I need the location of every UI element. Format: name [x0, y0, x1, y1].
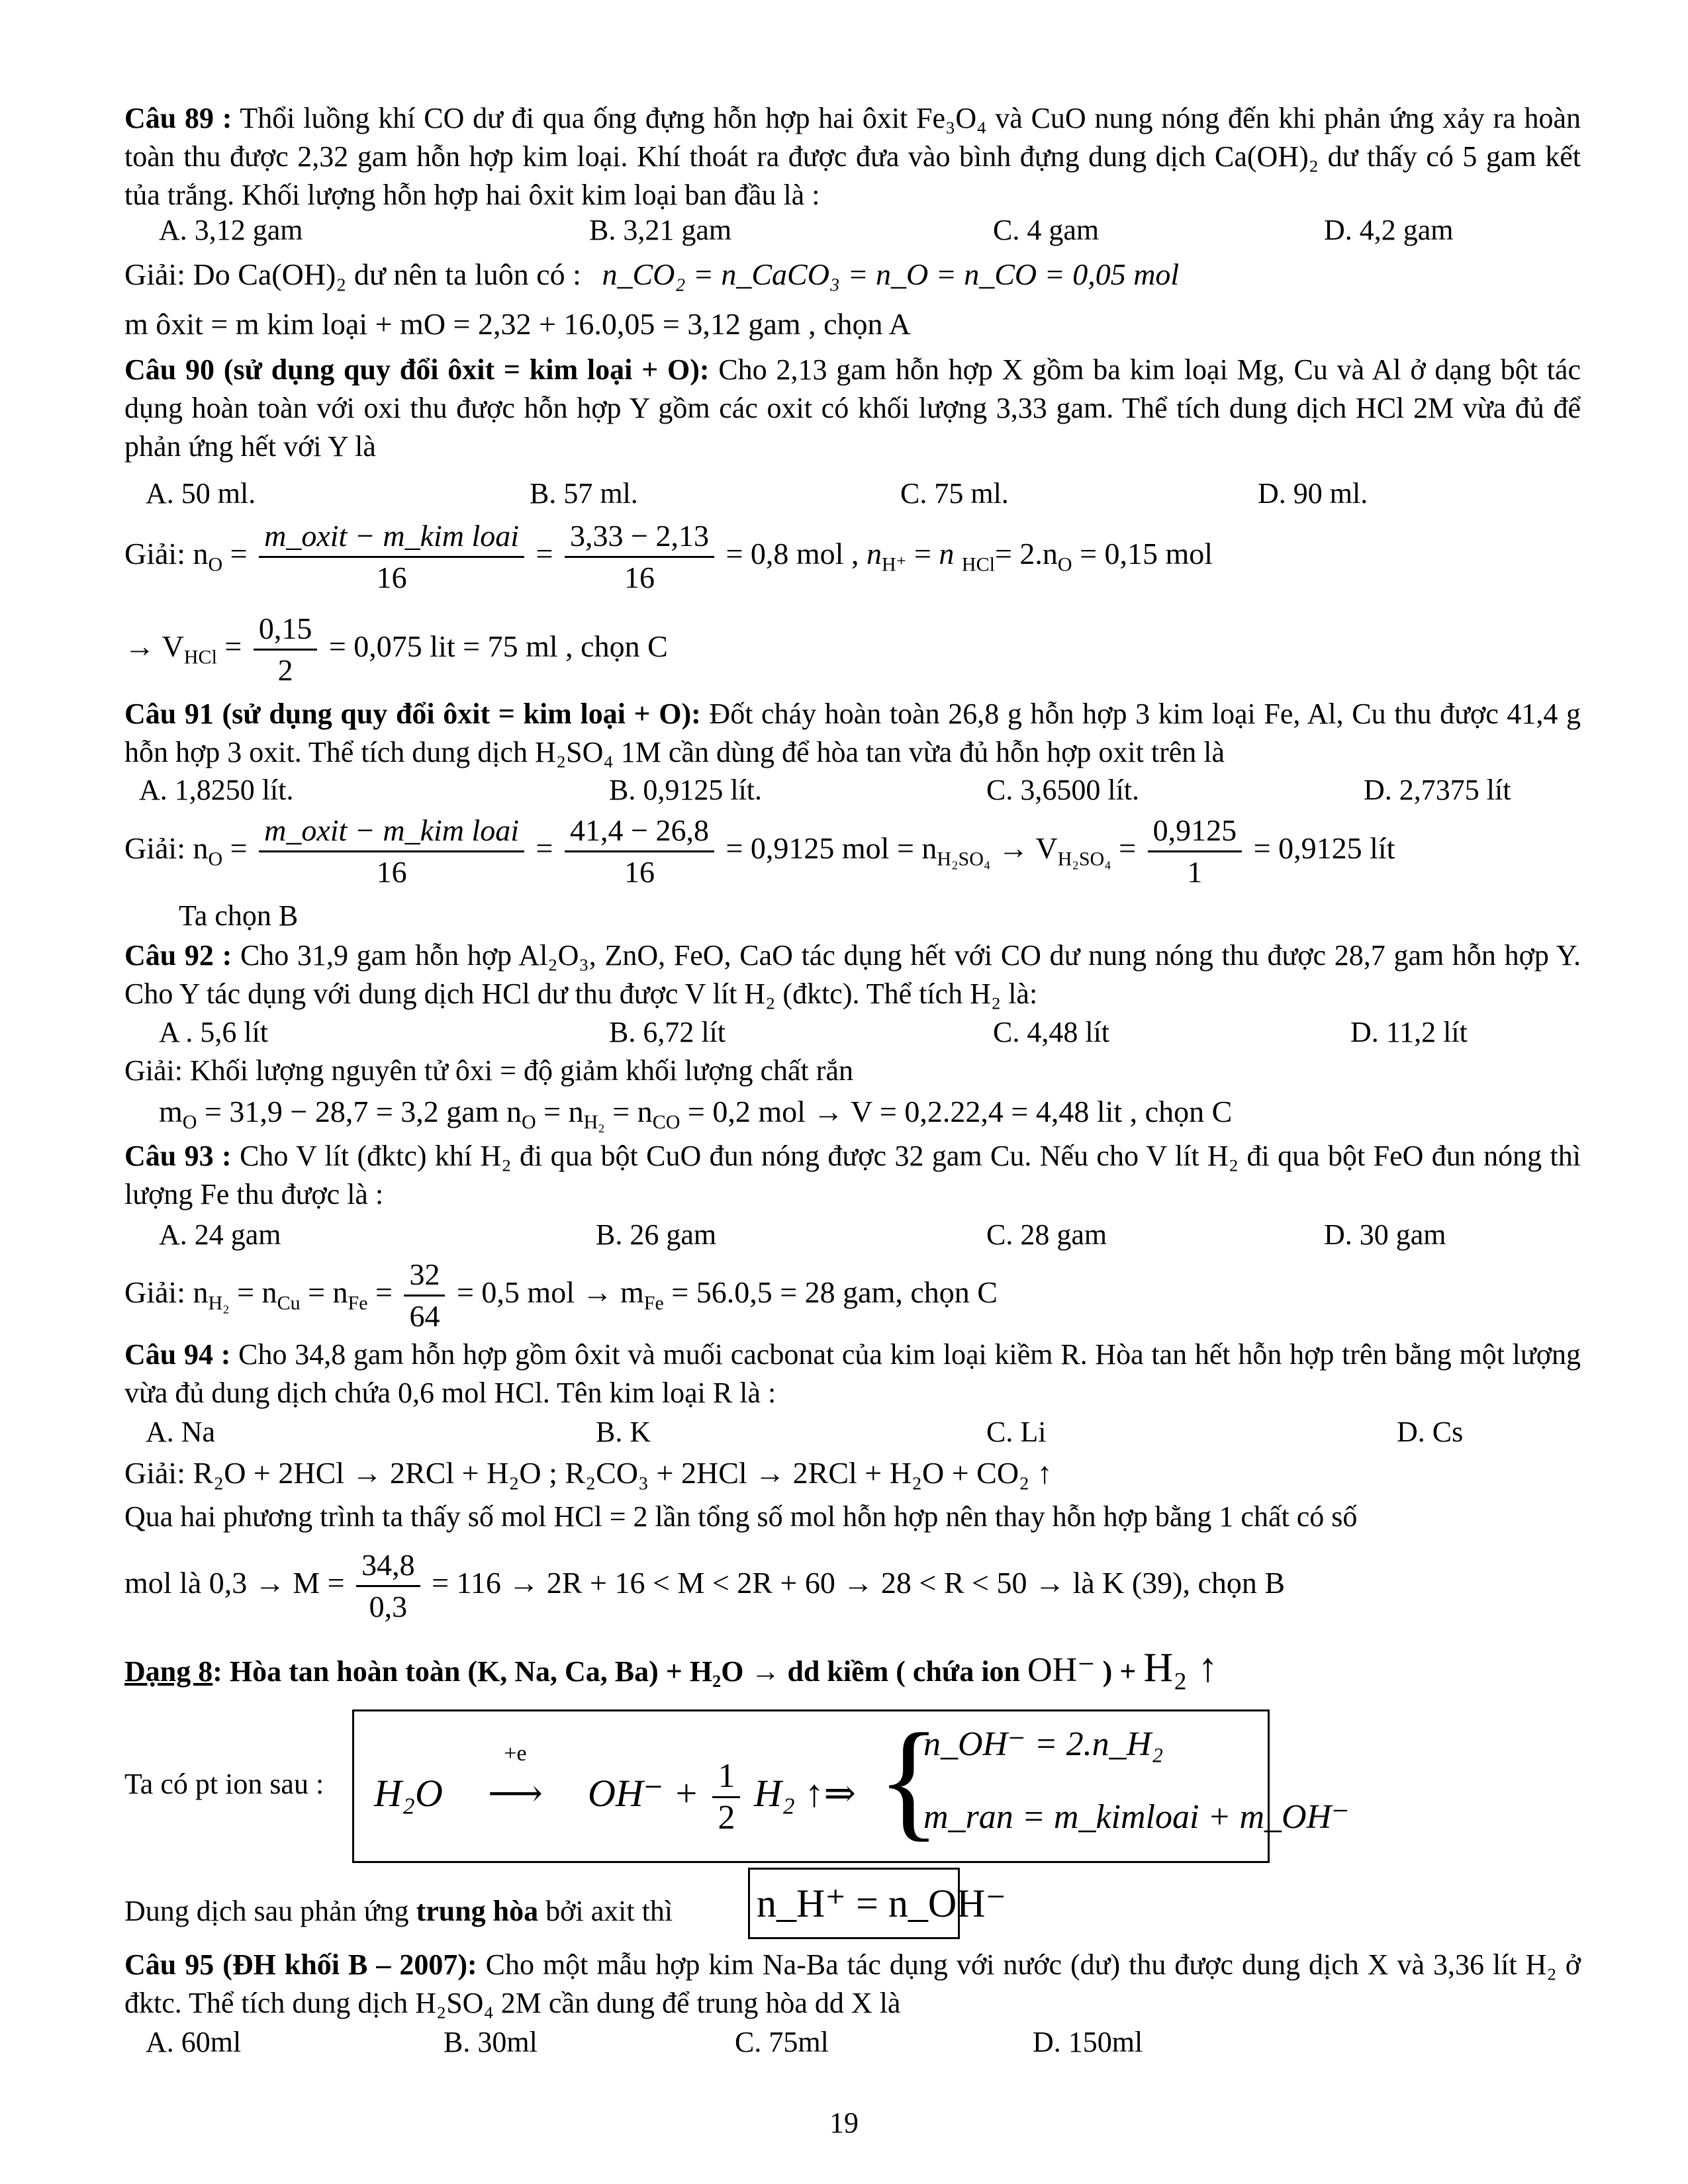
q93-fraction-den: 64 [409, 1299, 440, 1333]
q94-fraction [356, 1545, 420, 1627]
q91-option-b: B. 0,9125 lít. [609, 774, 763, 806]
section-dang-8-title [124, 1645, 1219, 1692]
q91-fraction-2 [565, 811, 714, 892]
question-94 [124, 1336, 1581, 1412]
dang8-arrow-label: +e [504, 1741, 527, 1766]
q93-option-a: A. 24 gam [159, 1218, 281, 1251]
q92-solution-2-m: m [159, 1095, 183, 1128]
q92-solution-2: $m_O = 31,9 - 28,7 = 3,2$ gam $n_O = n_{H_2} = n_{CO} = 0,2$ mol → V = 0,2.22,4 = 4,48 lit , chọn C [159, 1095, 1233, 1134]
q92-option-b: B. 6,72 lít [609, 1016, 726, 1048]
q91-fraction-3 [1148, 811, 1243, 892]
q91-choose: Ta chọn B [179, 899, 299, 932]
q91-solution-end: = 0,9125 lít [1253, 831, 1395, 866]
dang8-half-den: 2 [718, 1799, 735, 1837]
q91-solution-mid: = 0,9125 mol = n [726, 831, 937, 866]
q90-solution-1: Giải: $n_O$ = $\frac{\text{m\_oxit − m\_kim loai}}{16}$ = $\frac{3,33 - 2,13}{16}$ = 0,8 mol , $n_{H^+} = n$ $_{HCl}= 2.n_O = 0,15$ mol [124, 516, 1213, 598]
q94-solution-1: Giải: R₂O + 2HCl → 2RCl + H₂O ; R₂CO₃ + 2HCl → 2RCl + H₂O + CO₂ ↑ [124, 1456, 1053, 1490]
q95-option-d: D. 150ml [1033, 2026, 1143, 2058]
q95-option-a: A. 60ml [146, 2026, 242, 2058]
q92-solution-2-tail: = 0,2 mol → V = 0,2.22,4 = 4,48 lit , chọn C [680, 1095, 1233, 1128]
question-90-text: Cho 2,13 gam hỗn hợp X gồm ba kim loại Mg, Cu và Al ở dạng bột tác dụng hoàn toàn với oxi thu được hỗn hợp Y gồm các oxit có khối lượng 3,33 gam. Thể tích dung dịch HCl 2M vừa đủ để phản ứng hết với Y là [124, 353, 1581, 463]
dang8-brace: { [877, 1707, 941, 1853]
q90-fraction-1-den: 16 [376, 561, 407, 594]
page-number: 19 [829, 2107, 859, 2139]
q90-fraction-2 [565, 516, 714, 598]
q92-solution-1: Giải: Khối lượng nguyên tử ôxi = độ giảm khối lượng chất rắn [124, 1054, 853, 1087]
q91-fraction-1-num: m_oxit − m_kim loai [259, 811, 524, 852]
question-91-label: Câu 91 (sử dụng quy đổi ôxit = kim loại + O): [124, 698, 701, 730]
q90-option-c: C. 75 ml. [900, 477, 1009, 510]
q91-option-d: D. 2,7375 lít [1364, 774, 1511, 806]
q91-fraction-2-num: 41,4 − 26,8 [565, 811, 714, 852]
q90-option-d: D. 90 ml. [1258, 477, 1368, 510]
question-95-label: Câu 95 (ĐH khối B – 2007): [124, 1948, 477, 1981]
q90-fraction-2-den: 16 [624, 561, 655, 594]
dang8-half-num: 1 [712, 1756, 740, 1798]
dang8-reaction [374, 1741, 857, 1838]
dang8-relation-1: n_OH⁻ = 2.n_H₂ [923, 1725, 1164, 1763]
q91-solution-prefix: Giải: n [124, 831, 209, 866]
q94-option-c: C. Li [986, 1416, 1047, 1448]
question-89-text: Thổi luồng khí CO dư đi qua ống đựng hỗn hợp hai ôxit Fe₃O₄ và CuO nung nóng đến khi phản ứng xảy ra hoàn toàn thu được 2,32 gam hỗn hợp kim loại. Khí thoát ra được đưa vào bình đựng dung dịch Ca(OH)₂ dư thấy có 5 gam kết tủa trắng. Khối lượng hỗn hợp hai ôxit kim loại ban đầu là : [124, 102, 1581, 211]
q94-solution-3-prefix: mol là 0,3 → M = [124, 1566, 345, 1600]
question-95-text: Cho một mẫu hợp kim Na-Ba tác dụng với nước (dư) thu được dung dịch X và 3,36 lít H₂ ở đktc. Thể tích dung dịch H₂SO₄ 2M cần dung để trung hòa dd X là [124, 1948, 1581, 2019]
question-89 [124, 99, 1581, 214]
q94-fraction-num: 34,8 [356, 1545, 420, 1587]
q94-solution-2: Qua hai phương trình ta thấy số mol HCl = 2 lần tổng số mol hỗn hợp nên thay hỗn hợp bằng 1 chất có số [124, 1500, 1358, 1533]
q90-fraction-1 [259, 516, 524, 598]
q89-option-b: B. 3,21 gam [589, 214, 732, 246]
dang8-product-2: H₂ ↑⇒ [753, 1771, 857, 1815]
q92-option-d: D. 11,2 lít [1350, 1016, 1468, 1048]
q90-fraction-3-den: 2 [277, 653, 293, 687]
q90-solution-prefix: Giải: n [124, 537, 209, 571]
dang8-neutral-text [124, 1893, 673, 1930]
q91-option-c: C. 3,6500 lít. [986, 774, 1140, 806]
q89-option-d: D. 4,2 gam [1324, 214, 1454, 246]
q93-option-b: B. 26 gam [596, 1218, 717, 1251]
section-dang-8-text: : Hòa tan hoàn toàn (K, Na, Ca, Ba) + H₂O → dd kiềm ( chứa ion [212, 1655, 1028, 1688]
question-90-label: Câu 90 (sử dụng quy đổi ôxit = kim loại + O): [124, 353, 710, 386]
q94-fraction-den: 0,3 [369, 1590, 408, 1623]
q91-fraction-1 [259, 811, 524, 892]
question-93 [124, 1137, 1581, 1214]
q89-solution-1 [124, 255, 1179, 295]
question-93-label: Câu 93 : [124, 1140, 232, 1172]
q90-fraction-2-num: 3,33 − 2,13 [565, 516, 714, 558]
question-89-label: Câu 89 : [124, 102, 232, 134]
dang8-neutral-prefix: Dung dịch sau phản ứng [124, 1895, 416, 1927]
q93-solution-end-2: = 56.0,5 = 28 gam, chọn C [663, 1275, 998, 1310]
question-95 [124, 1946, 1581, 2023]
q93-solution: Giải: $n_{H_2} = n_{Cu} = n_{Fe}$ = $\frac{32}{64}$ = 0,5 mol → $m_{Fe} = 56.0,5 = 28$ gam, chọn C [124, 1255, 998, 1336]
question-94-text: Cho 34,8 gam hỗn hợp gồm ôxit và muối cacbonat của kim loại kiềm R. Hòa tan hết hỗn hợp trên bằng một lượng vừa đủ dung dịch chứa 0,6 mol HCl. Tên kim loại R là : [124, 1338, 1581, 1409]
q90-fraction-3 [254, 609, 318, 690]
section-dang-8-ion: OH⁻ [1027, 1651, 1096, 1689]
q90-option-b: B. 57 ml. [530, 477, 638, 510]
q94-option-b: B. K [596, 1416, 651, 1448]
q90-solution-2: → $V_{HCl}$ = $\frac{0,15}{2}$ = 0,075 lit = 75 ml , chọn C [124, 609, 668, 690]
q94-option-d: D. Cs [1397, 1416, 1464, 1448]
q92-solution-2-rest: = 31,9 − 28,7 = 3,2 gam n [197, 1095, 522, 1128]
dang8-neutral-equation: n_H⁺ = n_OH⁻ [757, 1882, 1007, 1925]
question-91-text: Đốt cháy hoàn toàn 26,8 g hỗn hợp 3 kim loại Fe, Al, Cu thu được 41,4 g hỗn hợp 3 oxit. Thể tích dung dịch H₂SO₄ 1M cần dùng để hòa tan vừa đủ hỗn hợp oxit trên là [124, 698, 1581, 768]
q93-solution-end: = 0,5 mol → m [456, 1275, 644, 1310]
q90-solution-2-prefix: → V [124, 629, 184, 664]
section-dang-8-label: Dạng 8 [124, 1655, 213, 1688]
q94-option-a: A. Na [146, 1416, 216, 1448]
dang8-relation-2: m_ran = m_kimloai + m_OH⁻ [923, 1798, 1350, 1836]
question-93-text: Cho V lít (đktc) khí H₂ đi qua bột CuO đun nóng được 32 gam Cu. Nếu cho V lít H₂ đi qua bột FeO đun nóng thì lượng Fe thu được là : [124, 1140, 1581, 1210]
q94-solution-3-end: = 116 → 2R + 16 < M < 2R + 60 → 28 < R < 50 → là K (39), chọn B [432, 1566, 1286, 1600]
q93-solution-prefix: Giải: n [124, 1275, 209, 1310]
q91-fraction-3-num: 0,9125 [1148, 811, 1243, 852]
dang8-neutral-bold: trung hòa [416, 1895, 539, 1927]
q89-solution-1-equation: n_CO₂ = n_CaCO₃ = n_O = n_CO = 0,05 mol [602, 257, 1180, 291]
q95-option-b: B. 30ml [444, 2026, 538, 2058]
q91-fraction-2-den: 16 [624, 855, 655, 889]
q90-solution-mid: = 0,8 mol , [726, 537, 859, 571]
section-dang-8-title-end: ) + [1095, 1655, 1144, 1688]
dang8-half [712, 1756, 740, 1838]
dang8-product: OH⁻ + [587, 1771, 709, 1815]
q91-fraction-3-den: 1 [1187, 855, 1203, 889]
question-92-text: Cho 31,9 gam hỗn hợp Al₂O₃, ZnO, FeO, CaO tác dụng hết với CO dư nung nóng thu được 28,7 gam hỗn hợp Y. Cho Y tác dụng với dung dịch HCl dư thu được V lít H₂ (đktc). Thể tích H₂ là: [124, 939, 1581, 1010]
question-92 [124, 936, 1581, 1013]
dang8-equation-box [352, 1707, 1350, 1863]
section-dang-8-h2: H₂ ↑ [1143, 1645, 1219, 1690]
q90-fraction-3-num: 0,15 [254, 609, 318, 651]
q94-solution-3 [124, 1545, 1285, 1627]
q92-option-a: A . 5,6 lít [159, 1016, 269, 1048]
dang8-neutral-box [748, 1868, 1007, 1939]
q90-solution-tail: = 2.n [994, 537, 1058, 571]
q90-option-a: A. 50 ml. [146, 477, 256, 510]
q89-solution-2: m ôxit = m kim loại + mO = 2,32 + 16.0,05 = 3,12 gam , chọn A [124, 307, 911, 341]
q95-option-c: C. 75ml [735, 2026, 829, 2058]
question-94-label: Câu 94 : [124, 1338, 231, 1371]
q89-solution-1-prefix: Giải: Do Ca(OH)₂ dư nên ta luôn có : [124, 257, 581, 291]
q91-fraction-1-den: 16 [376, 855, 407, 889]
q93-fraction-num: 32 [404, 1255, 445, 1297]
question-92-label: Câu 92 : [124, 939, 232, 972]
q92-option-c: C. 4,48 lít [993, 1016, 1110, 1048]
dang8-reactant: H₂O [374, 1771, 443, 1815]
question-90 [124, 351, 1581, 466]
dang8-neutral-suffix: bởi axit thì [538, 1895, 673, 1927]
q90-solution-end: = 0,15 mol [1080, 537, 1213, 571]
q90-fraction-1-num: m_oxit − m_kim loai [259, 516, 524, 558]
q93-option-d: D. 30 gam [1324, 1218, 1446, 1251]
q91-solution-arrow: → V [998, 831, 1058, 866]
q89-option-a: A. 3,12 gam [159, 214, 303, 246]
q90-solution-2-end: = 0,075 lit = 75 ml , chọn C [328, 629, 668, 664]
q89-option-c: C. 4 gam [993, 214, 1100, 246]
dang8-intro: Ta có pt ion sau : [124, 1768, 324, 1800]
question-91 [124, 695, 1581, 772]
q91-solution-1: Giải: $n_O$ = $\frac{\text{m\_oxit − m\_kim loai}}{16}$ = $\frac{41,4 - 26,8}{16}$ = 0,9125 mol = $n_{H_2SO_4} \to V_{H_2SO_4}$ = $\frac{0,9125}{1}$ = 0,9125 lít [124, 811, 1395, 892]
q93-fraction [404, 1255, 445, 1336]
dang8-arrow: +e ⟶ [452, 1767, 578, 1820]
q91-option-a: A. 1,8250 lít. [139, 774, 294, 806]
q93-option-c: C. 28 gam [986, 1218, 1107, 1251]
